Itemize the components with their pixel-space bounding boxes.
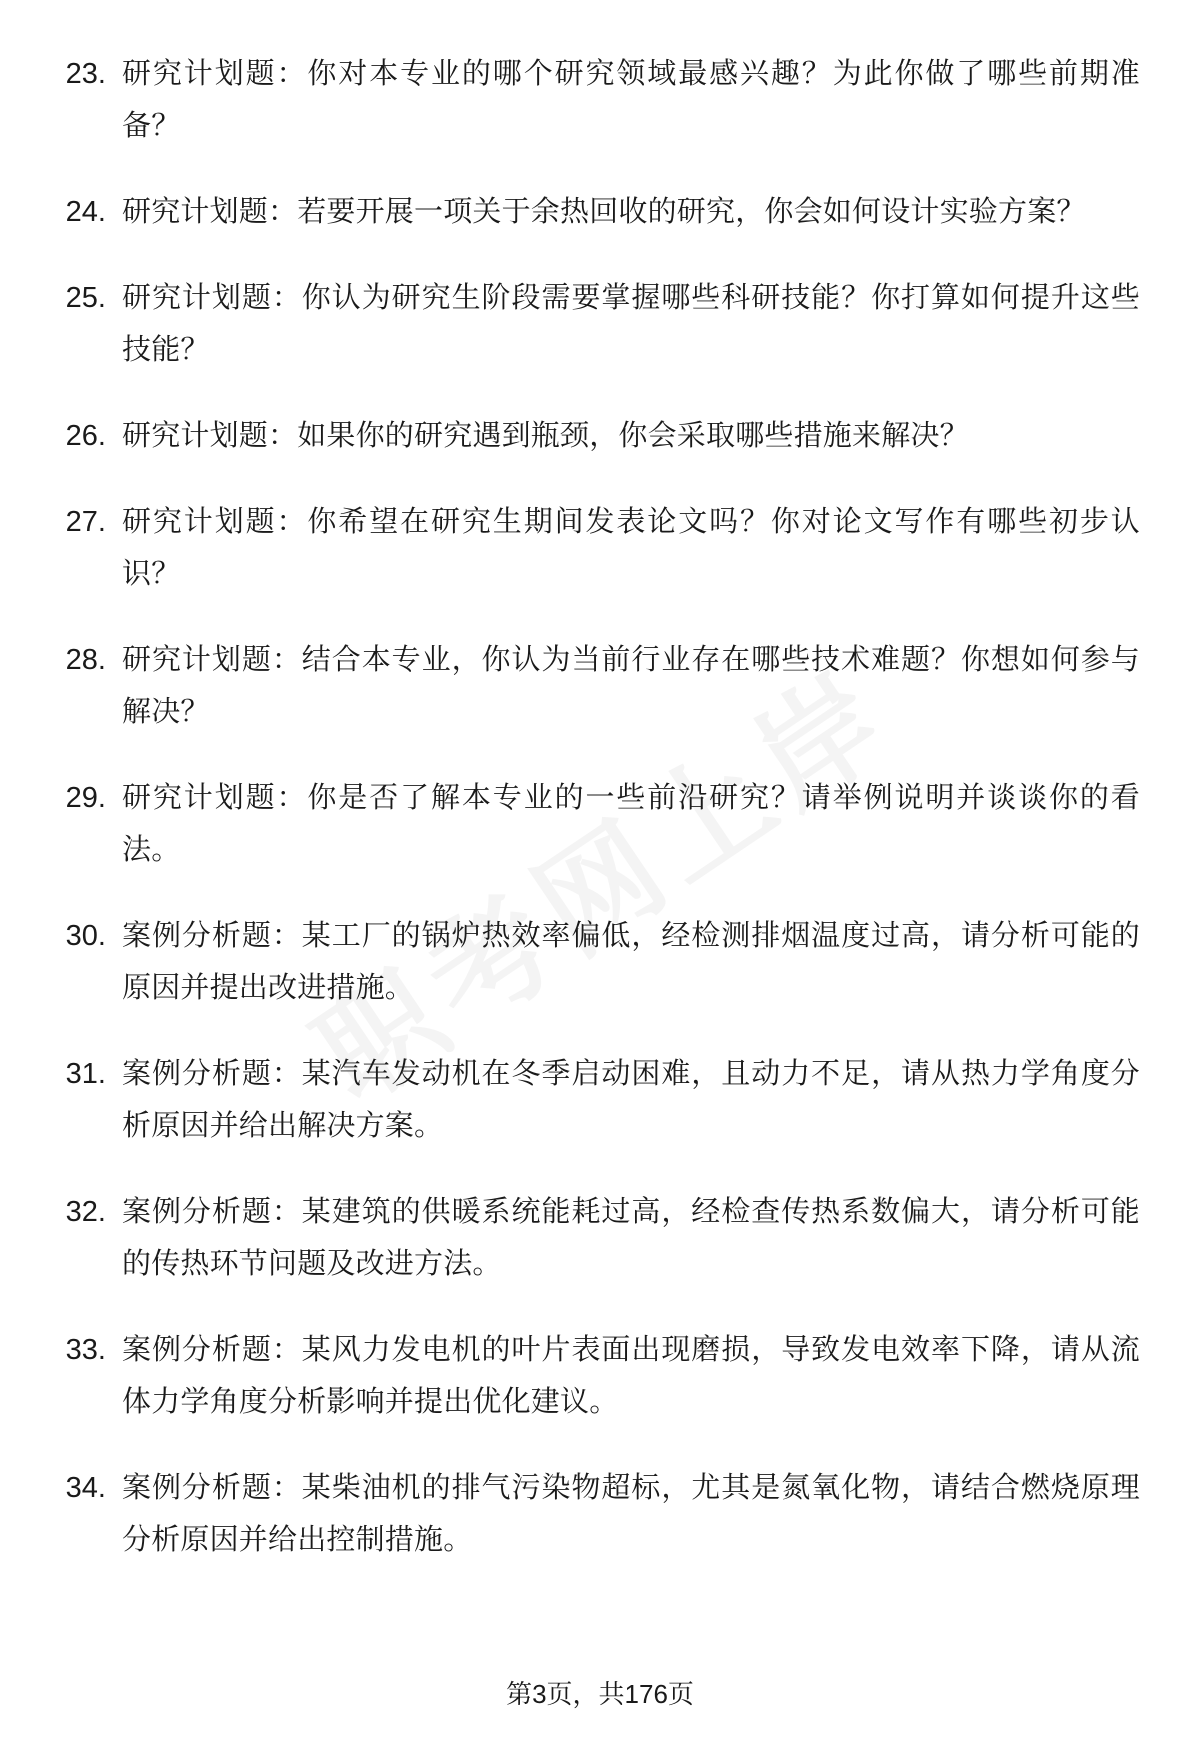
question-number: 30.	[65, 920, 106, 952]
question-number: 33.	[65, 1334, 106, 1366]
question-text: 案例分析题：某风力发电机的叶片表面出现磨损，导致发电效率下降，请从流体力学角度分析影响并提出优化建议。	[122, 1334, 1140, 1418]
question-number: 29.	[65, 782, 106, 814]
page-footer: 第3页，共176页	[506, 1679, 694, 1709]
question-list	[60, 48, 1140, 1566]
question-text: 研究计划题：你对本专业的哪个研究领域最感兴趣？为此你做了哪些前期准备？	[122, 58, 1140, 142]
question-text: 研究计划题：你希望在研究生期间发表论文吗？你对论文写作有哪些初步认识？	[122, 506, 1140, 590]
question-text: 案例分析题：某工厂的锅炉热效率偏低，经检测排烟温度过高，请分析可能的原因并提出改进措施。	[122, 920, 1140, 1004]
question-number: 32.	[65, 1196, 106, 1228]
question-text: 研究计划题：若要开展一项关于余热回收的研究，你会如何设计实验方案？	[122, 196, 1086, 228]
question-number: 28.	[65, 644, 106, 676]
list-item	[60, 496, 1140, 600]
question-text: 研究计划题：结合本专业，你认为当前行业存在哪些技术难题？你想如何参与解决？	[122, 644, 1140, 728]
question-number: 34.	[65, 1472, 106, 1504]
list-item	[60, 772, 1140, 876]
list-item	[60, 186, 1140, 238]
list-item	[60, 1324, 1140, 1428]
question-text: 案例分析题：某汽车发动机在冬季启动困难，且动力不足，请从热力学角度分析原因并给出解决方案。	[122, 1058, 1140, 1142]
list-item	[60, 272, 1140, 376]
question-text: 研究计划题：你是否了解本专业的一些前沿研究？请举例说明并谈谈你的看法。	[122, 782, 1140, 866]
list-item	[60, 1048, 1140, 1152]
question-text: 案例分析题：某柴油机的排气污染物超标，尤其是氮氧化物，请结合燃烧原理分析原因并给出控制措施。	[122, 1472, 1140, 1556]
list-item	[60, 1462, 1140, 1566]
question-text: 研究计划题：你认为研究生阶段需要掌握哪些科研技能？你打算如何提升这些技能？	[122, 282, 1140, 366]
list-item	[60, 1186, 1140, 1290]
question-number: 26.	[65, 420, 106, 452]
question-number: 27.	[65, 506, 106, 538]
list-item	[60, 48, 1140, 152]
question-text: 案例分析题：某建筑的供暖系统能耗过高，经检查传热系数偏大，请分析可能的传热环节问题及改进方法。	[122, 1196, 1140, 1280]
list-item	[60, 634, 1140, 738]
list-item	[60, 910, 1140, 1014]
question-number: 24.	[65, 196, 106, 228]
question-number: 25.	[65, 282, 106, 314]
question-number: 31.	[65, 1058, 106, 1090]
list-item	[60, 410, 1140, 462]
question-text: 研究计划题：如果你的研究遇到瓶颈，你会采取哪些措施来解决？	[122, 420, 969, 452]
question-number: 23.	[65, 58, 106, 90]
